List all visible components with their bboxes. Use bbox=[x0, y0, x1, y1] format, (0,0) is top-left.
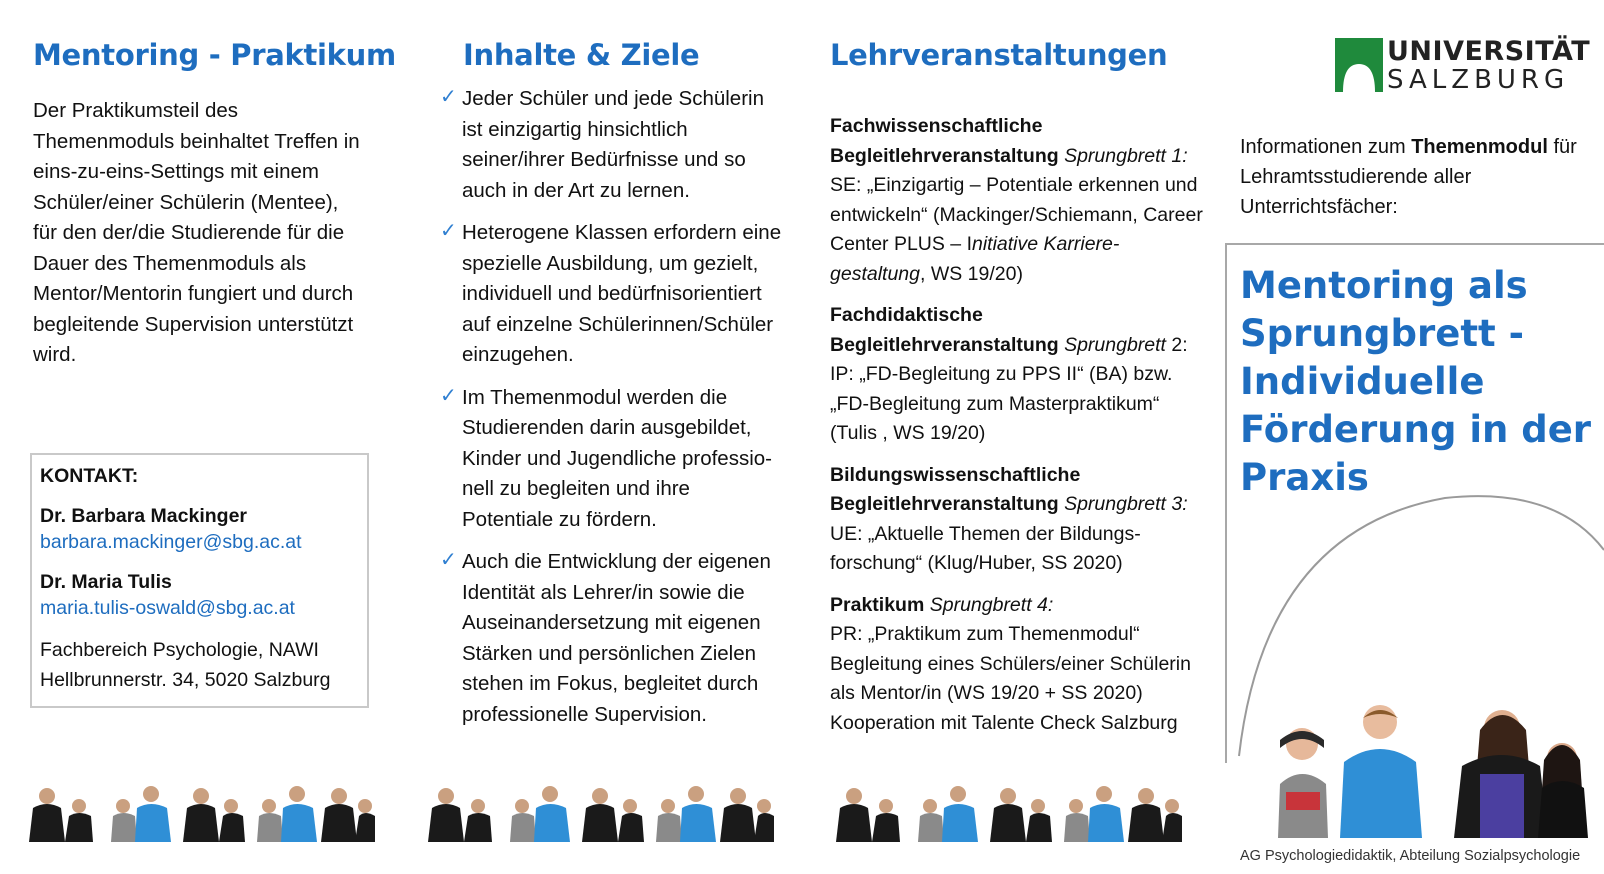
checkmark-icon: ✓ bbox=[440, 86, 457, 108]
course-block-4: Praktikum Sprungbrett 4: PR: „Praktikum zum Themenmodul“ Begleitung eines Schülers/einer Schülerin als Mentor/in (WS 19/20 + SS 2020) Kooperation mit Talente Check Salzburg bbox=[830, 593, 1191, 734]
goal-item: ✓ Auch die Entwicklung der eigenen Identität als Lehrer/in sowie die Auseinandersetzung mit eigenen Stärken und persönlichen Zielen stehen im Fokus, begleitet durch professionelle Supervision. bbox=[440, 547, 785, 730]
course-block-1: Fachwissenschaftliche Begleitlehrveranstaltung Sprungbrett 1: SE: „Einzigartig – Potentiale erkennen und entwickeln“ (Mackinger/Schiemann, Career Center PLUS – Initiative Karriere-gestaltung, WS 19/20) bbox=[830, 115, 1203, 285]
course-block-3: Bildungswissenschaftliche Begleitlehrveranstaltung Sprungbrett 3: UE: „Aktuelle Themen der Bildungs-forschung“ (Klug/Huber, SS 2020) bbox=[830, 463, 1188, 574]
contact-box bbox=[30, 453, 369, 708]
university-logo bbox=[1335, 36, 1591, 95]
photo-strip-3 bbox=[832, 782, 1182, 842]
contact-email-tulis[interactable]: maria.tulis-oswald@sbg.ac.at bbox=[40, 597, 295, 619]
inhalte-ziele-title: Inhalte & Ziele bbox=[463, 38, 700, 72]
lehrveranstaltungen-title: Lehrveranstaltungen bbox=[830, 38, 1168, 72]
checkmark-icon: ✓ bbox=[440, 220, 457, 242]
mentoring-photo bbox=[1240, 700, 1600, 838]
footer-credit: AG Psychologiedidaktik, Abteilung Sozialpsychologie bbox=[1240, 848, 1581, 864]
logo-line2: SALZBURG bbox=[1387, 65, 1570, 95]
contact-name-tulis: Dr. Maria Tulis bbox=[40, 571, 172, 593]
contact-label: KONTAKT: bbox=[40, 465, 139, 487]
brochure-title: Mentoring als Sprungbrett - Individuelle Förderung in der Praxis bbox=[1240, 264, 1592, 499]
goal-item: ✓ Heterogene Klassen erfordern eine spezielle Ausbildung, um gezielt, individuell und bedürfnisorientiert auf einzelne Schülerinnen/Schüler einzugehen. bbox=[440, 218, 785, 371]
photo-strip-1 bbox=[25, 782, 375, 842]
goal-item: ✓ Jeder Schüler und jede Schülerin ist einzigartig hinsichtlich seiner/ihrer Bedürfnisse und so auch in der Art zu lernen. bbox=[440, 84, 785, 206]
contact-address-line2: Hellbrunnerstr. 34, 5020 Salzburg bbox=[40, 669, 331, 691]
logo-mark-icon bbox=[1335, 38, 1383, 92]
info-text: Informationen zum Themenmodul für Lehramtsstudierende aller Unterrichtsfächer: bbox=[1240, 136, 1577, 218]
mentoring-praktikum-title: Mentoring - Praktikum bbox=[33, 38, 396, 72]
contact-name-mackinger: Dr. Barbara Mackinger bbox=[40, 505, 248, 527]
photo-strip-2 bbox=[424, 782, 774, 842]
courses-list bbox=[830, 112, 1210, 750]
contact-email-mackinger[interactable]: barbara.mackinger@sbg.ac.at bbox=[40, 531, 302, 553]
checkmark-icon: ✓ bbox=[440, 384, 457, 407]
contact-address-line1: Fachbereich Psychologie, NAWI bbox=[40, 639, 319, 661]
goal-item: ✓ Im Themenmodul werden die Studierenden darin ausgebildet, Kinder und Jugendliche professio-nell zu begleiten und ihre Potentiale zu fördern. bbox=[440, 383, 785, 536]
course-block-2: Fachdidaktische Begleitlehrveranstaltung Sprungbrett 2: IP: „FD-Begleitung zu PPS II“ (BA) bzw. „FD-Begleitung zum Masterpraktikum“ (Tulis , WS 19/20) bbox=[830, 304, 1188, 444]
logo-line1: UNIVERSITÄT bbox=[1387, 36, 1591, 67]
checkmark-icon: ✓ bbox=[440, 549, 457, 571]
goals-list bbox=[440, 84, 785, 742]
praktikum-paragraph: Der Praktikumsteil des Themenmoduls beinhaltet Treffen in eins-zu-eins-Settings mit einem Schüler/einer Schülerin (Mentee), für den der/die Studierende für die Dauer des Themenmoduls als Mentor/Mentorin fungiert und durch begleitende Supervision unterstützt wird. bbox=[33, 99, 360, 366]
